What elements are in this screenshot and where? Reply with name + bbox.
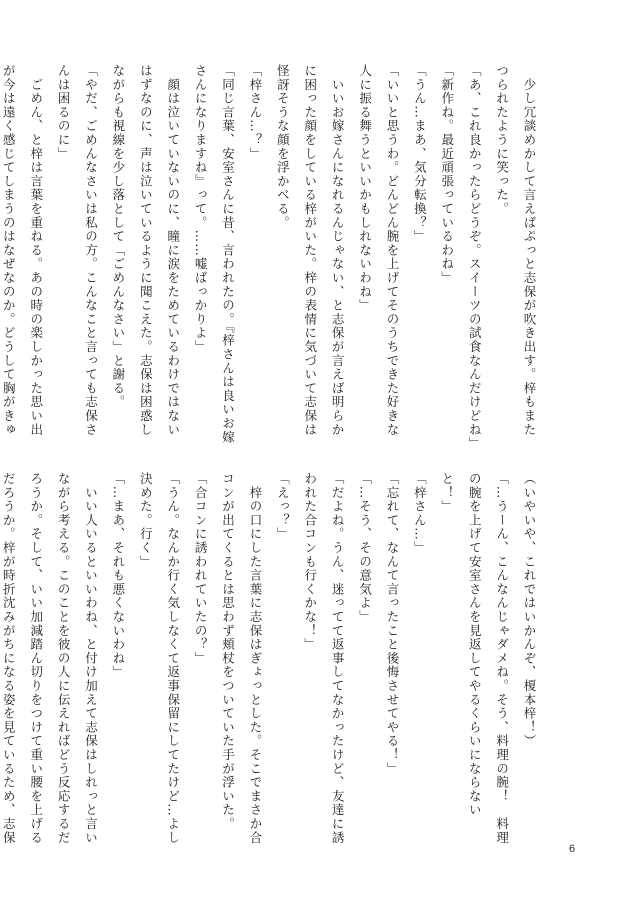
text-line: つられたように笑った。 (494, 64, 510, 216)
text-line: 「いいと思うわ。どんどん腕を上げてそのうちできた好きな (384, 64, 400, 437)
text-line: 人に振る舞うといいかもしれないわね」 (357, 64, 373, 313)
text-line: 「同じ言葉、安室さんに昔、言われたの。『梓さんは良いお嫁 (220, 64, 236, 445)
text-line: 「忘れて、なんて言ったこと後悔させてやる！」 (384, 472, 400, 776)
text-line: われた合コンも行くかな！」 (302, 472, 318, 652)
text-line: 「…そう、その意気よ」 (357, 472, 373, 624)
text-line: 少し冗談めかして言えばぷっと志保が吹き出す。梓もまた (522, 64, 537, 437)
text-line: 怪訝そうな顔を浮かべる。 (275, 64, 291, 230)
text-line: 「…まあ、それも悪くないわね」 (110, 472, 126, 679)
text-line: だろうか。梓が時折沈みがちになる姿を見ているため、志保 (1, 472, 17, 845)
text-line: ながらも視線を少し落として「ごめんなさい」と謝る。 (110, 64, 126, 409)
page-number: 6 (569, 843, 576, 855)
text-line: 「梓さん…」 (412, 472, 428, 555)
text-line: 「だよね。うん、迷ってて返事してなかったけど、友達に誘 (330, 472, 346, 845)
text-line: 「あ、これ良かったらどうぞ。スイーツの試食なんだけどね」 (467, 64, 483, 451)
text-line: 「やだ、ごめんなさいは私の方。こんなこと言っても志保さ (83, 64, 99, 437)
text-line: んは困るのに」 (56, 64, 72, 161)
text-line: の腕を上げて安室さんを見返してやるくらいにならない (467, 472, 483, 817)
text-line: に困った顔をしている梓がいた。梓の表情に気づいて志保は (302, 64, 318, 437)
text-line: コンが出てくるとは思わず頬杖をついていた手が浮いた。 (220, 472, 236, 831)
text-line: 梓の口にした言葉に志保はぎょっとした。そこでまさか合 (247, 472, 263, 845)
text-line: いい人いるといいわね、と付け加えて志保はしれっと言い (83, 472, 99, 845)
text-line: と！」 (439, 472, 455, 514)
text-line: 「新作ね。最近頑張っているわね」 (439, 64, 455, 285)
text-line: さんになりますね』って。……嘘ばっかりよ」 (193, 64, 209, 354)
text-line: 「うん…まあ、気分転換？」 (412, 64, 428, 244)
text-line: 決めた。行く」 (138, 472, 154, 569)
text-line: 顔は泣いていないのに、瞳に涙をためているわけではない (165, 64, 181, 437)
text-block-lower (1, 472, 543, 845)
text-line: （いやいや、これではいかんぞ、榎本梓！） (522, 472, 537, 748)
text-line: ごめん、と梓は言葉を重ねる。あの時の楽しかった思い出 (28, 64, 44, 437)
text-line: はずなのに、声は泣いているように聞こえた。志保は困惑し (138, 64, 154, 437)
text-line: が今は遠く感じてしまうのはなぜなのか。どうして胸がきゅ (1, 64, 17, 437)
text-line: 「えっ？」 (275, 472, 291, 541)
text-line: ろうか。そして、いい加減踏ん切りをつけて重い腰を上げる (28, 472, 44, 845)
text-line: いいお嫁さんになれるんじゃない、と志保が言えば明らか (330, 64, 346, 437)
text-line: 「梓さん…？」 (247, 64, 263, 161)
text-line: 「…うーん、こんなんじゃダメね。そう、料理の腕！ 料理 (494, 472, 510, 845)
text-block-upper (1, 64, 543, 451)
text-line: 「合コンに誘われていたの？」 (193, 472, 209, 666)
text-line: 「うん。なんか行く気しなくて返事保留にしてたけど…よし (165, 472, 181, 845)
text-line: ながら考える。このことを彼の人に伝えればどう反応するだ (56, 472, 72, 845)
